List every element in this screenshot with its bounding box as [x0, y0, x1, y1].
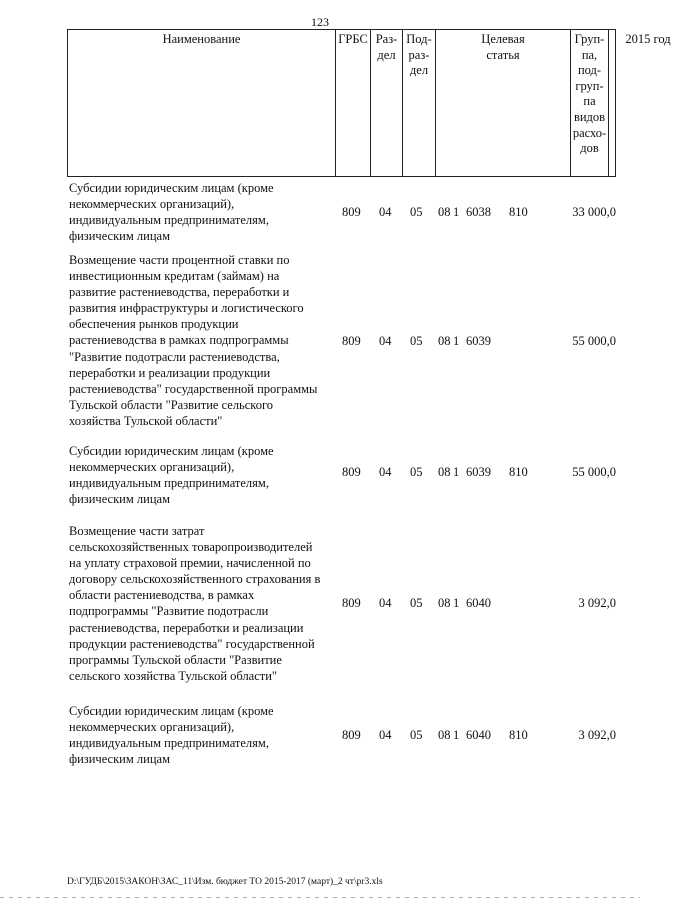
- description-line: договору сельскохозяйственного страхования в: [69, 572, 321, 587]
- header-name: Наименование: [68, 30, 336, 176]
- row-description: [69, 703, 344, 767]
- table-header: [67, 29, 671, 177]
- cell-grbs: 809: [342, 334, 361, 348]
- cell-amount: 55 000,0: [572, 465, 616, 479]
- cell-razdel: 04: [379, 465, 392, 479]
- header-target-line: Целевая: [481, 32, 525, 46]
- cell-target-program: 08: [438, 728, 451, 742]
- header-podrazdel: [403, 30, 436, 176]
- table-row: [67, 703, 616, 769]
- description-line: программы Тульской области "Развитие: [69, 652, 282, 667]
- row-description: [69, 523, 344, 684]
- cell-razdel: 04: [379, 334, 392, 348]
- cell-target-subprogram: 1: [453, 205, 460, 219]
- header-year: 2015 год: [625, 32, 671, 46]
- description-line: обеспечения рынков продукции: [69, 317, 239, 332]
- cell-target-subprogram: 1: [453, 728, 460, 742]
- cell-target-subprogram: 1: [453, 465, 460, 479]
- page-number: 123: [311, 15, 329, 29]
- description-line: индивидуальным предпринимателям,: [69, 476, 269, 491]
- description-line: некоммерческих организаций),: [69, 460, 235, 475]
- cell-podrazdel: 05: [410, 334, 423, 348]
- description-line: растениеводства в рамках подпрограммы: [69, 333, 289, 348]
- footer-file-path: D:\ГУДБ\2015\ЗАКОН\ЗАС_11\Изм. бюджет ТО 2015-2017 (март)_2 чт\pr3.xls: [67, 877, 383, 887]
- description-line: физическим лицам: [69, 229, 170, 244]
- cell-podrazdel: 05: [410, 728, 423, 742]
- description-line: Возмещение части затрат: [69, 524, 205, 538]
- cell-expense-group: 810: [509, 205, 528, 219]
- cell-target-program: 08: [438, 205, 451, 219]
- description-line: сельскохозяйственных товаропроизводителей: [69, 540, 313, 555]
- cell-razdel: 04: [379, 205, 392, 219]
- description-line: хозяйства Тульской области": [69, 413, 223, 428]
- description-line: некоммерческих организаций),: [69, 720, 235, 735]
- header-group-line: па: [583, 94, 596, 109]
- cell-target-code: 6039: [466, 465, 491, 479]
- table-row: [67, 443, 616, 509]
- header-podrazdel-line: дел: [409, 63, 429, 78]
- cell-razdel: 04: [379, 596, 392, 610]
- cell-target-code: 6039: [466, 334, 491, 348]
- cell-razdel: 04: [379, 728, 392, 742]
- description-line: Субсидии юридическим лицам (кроме: [69, 181, 274, 195]
- header-target-line: статья: [486, 47, 520, 62]
- description-line: сельского хозяйства Тульской области": [69, 668, 278, 683]
- header-group-line: дов: [580, 141, 599, 156]
- description-line: Тульской области "Развитие сельского: [69, 397, 274, 412]
- cell-target-code: 6038: [466, 205, 491, 219]
- row-description: [69, 443, 344, 507]
- description-line: "Развитие подотрасли растениеводства,: [69, 349, 280, 364]
- cell-podrazdel: 05: [410, 205, 423, 219]
- cell-grbs: 809: [342, 728, 361, 742]
- row-description: [69, 180, 344, 244]
- cell-amount: 3 092,0: [578, 728, 616, 742]
- header-expense-group: [571, 30, 609, 176]
- cell-grbs: 809: [342, 596, 361, 610]
- description-line: растениеводства" государственной программы: [69, 381, 318, 396]
- description-line: переработки и реализации продукции: [69, 365, 271, 380]
- description-line: индивидуальным предпринимателям,: [69, 736, 269, 751]
- cell-expense-group: 810: [509, 728, 528, 742]
- description-line: на уплату страховой премии, начисленной по: [69, 556, 311, 571]
- description-line: области растениеводства, в рамках: [69, 588, 255, 603]
- header-group-line: Груп-: [574, 32, 605, 46]
- cell-podrazdel: 05: [410, 465, 423, 479]
- description-line: Возмещение части процентной ставки по: [69, 253, 290, 267]
- header-razdel-line: Раз-: [375, 32, 398, 46]
- description-line: инвестиционным кредитам (займам) на: [69, 269, 280, 284]
- row-description: [69, 252, 344, 429]
- cell-target-subprogram: 1: [453, 596, 460, 610]
- cell-amount: 55 000,0: [572, 334, 616, 348]
- description-line: Субсидии юридическим лицам (кроме: [69, 444, 274, 458]
- cell-target-code: 6040: [466, 596, 491, 610]
- description-line: подпрограммы "Развитие подотрасли: [69, 604, 269, 619]
- description-line: развитие растениеводства, переработки и: [69, 285, 290, 300]
- description-line: физическим лицам: [69, 492, 170, 507]
- description-line: физическим лицам: [69, 752, 170, 767]
- cell-grbs: 809: [342, 465, 361, 479]
- cell-target-subprogram: 1: [453, 334, 460, 348]
- cell-podrazdel: 05: [410, 596, 423, 610]
- description-line: растениеводства, переработки и реализации: [69, 620, 304, 635]
- header-group-line: расхо-: [572, 125, 607, 140]
- table-row: [67, 180, 616, 246]
- header-podrazdel-line: раз-: [408, 47, 430, 62]
- table-row: [67, 252, 616, 432]
- header-grbs: ГРБС: [336, 30, 371, 176]
- description-line: некоммерческих организаций),: [69, 197, 235, 212]
- description-line: Субсидии юридическим лицам (кроме: [69, 704, 274, 718]
- header-group-line: видов: [573, 109, 606, 124]
- header-razdel: [371, 30, 403, 176]
- cell-target-code: 6040: [466, 728, 491, 742]
- header-razdel-line: дел: [377, 47, 396, 62]
- cell-grbs: 809: [342, 205, 361, 219]
- cell-expense-group: 810: [509, 465, 528, 479]
- table-row: [67, 523, 616, 688]
- header-group-line: под-: [577, 63, 602, 78]
- cell-target-program: 08: [438, 465, 451, 479]
- cell-target-program: 08: [438, 596, 451, 610]
- header-group-line: па,: [581, 47, 598, 62]
- scan-artifact-line: [0, 897, 640, 898]
- cell-amount: 33 000,0: [572, 205, 616, 219]
- header-target-article: [436, 30, 571, 176]
- description-line: развития инфраструктуры и логистического: [69, 301, 304, 316]
- cell-target-program: 08: [438, 334, 451, 348]
- header-group-line: груп-: [575, 78, 604, 93]
- description-line: индивидуальным предпринимателям,: [69, 213, 269, 228]
- description-line: продукции растениеводства" государственной: [69, 636, 315, 651]
- header-podrazdel-line: Под-: [406, 32, 432, 46]
- cell-amount: 3 092,0: [578, 596, 616, 610]
